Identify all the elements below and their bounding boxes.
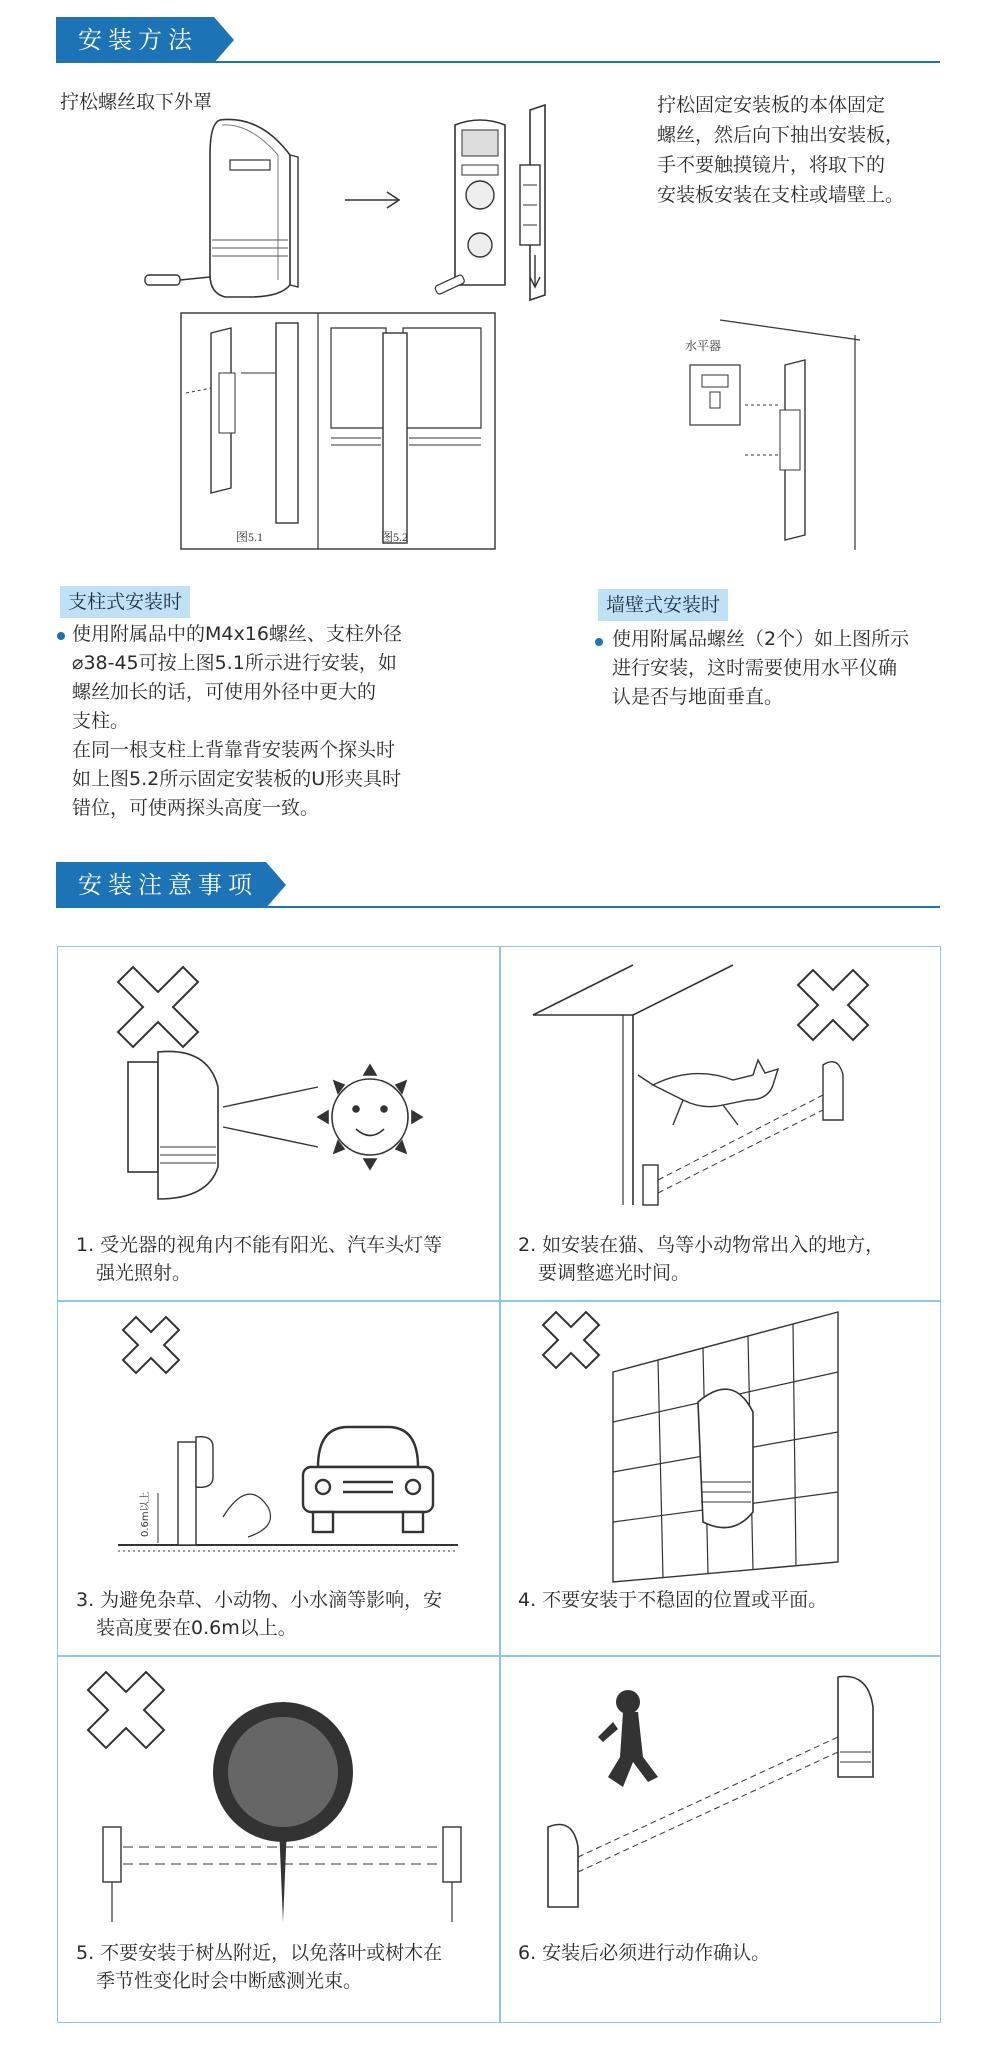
grid-divider	[58, 1300, 940, 1302]
step2-text: 拧松固定安装板的本体固定 螺丝，然后向下抽出安装板， 手不要触摸镜片，将取下的 安装板安装在支柱或墙壁上。	[657, 94, 905, 206]
wall-mount-figure	[680, 320, 860, 550]
pole-mount-figure	[181, 313, 495, 549]
cross-icon	[88, 1672, 164, 1748]
weeds-height-warning-illustration	[118, 1317, 478, 1577]
bullet-icon	[57, 632, 65, 640]
cross-icon	[118, 967, 198, 1047]
note-1-text: 1. 受光器的视角内不能有阳光、汽车头灯等 强光照射。	[76, 1234, 443, 1284]
arrow-right-icon	[345, 190, 405, 210]
height-label: 0.6m以上	[140, 1491, 151, 1537]
grid-divider	[58, 1655, 940, 1657]
detector-cover-illustration	[140, 115, 320, 300]
tree-warning-illustration	[83, 1672, 483, 1922]
section-divider	[56, 906, 940, 908]
sunlight-warning-illustration	[98, 967, 458, 1217]
step1-caption: 拧松螺丝取下外罩	[60, 91, 213, 113]
note-6-text: 6. 安装后必须进行动作确认。	[518, 1942, 771, 1964]
runner-icon	[598, 1690, 658, 1787]
grid-divider	[499, 947, 501, 2022]
pole-mount-tag: 支柱式安装时	[60, 586, 190, 618]
wall-mount-text: 使用附属品螺丝（2个）如上图所示 进行安装，这时需要使用水平仪确 认是否与地面垂直。	[612, 628, 910, 708]
level-label: 水平器	[685, 339, 722, 353]
sun-icon	[318, 1065, 422, 1169]
car-icon	[303, 1427, 433, 1532]
fig-label-5-1: 图5.1	[236, 530, 264, 544]
section-title: 安装方法	[56, 17, 214, 63]
cross-icon	[123, 1317, 179, 1373]
detector-open-illustration	[420, 105, 590, 305]
unstable-surface-warning-illustration	[538, 1312, 918, 1582]
cross-icon	[798, 970, 868, 1040]
wall-mount-tag: 墙壁式安装时	[598, 589, 728, 621]
small-animal-warning-illustration	[533, 965, 913, 1225]
section-title: 安装注意事项	[56, 862, 266, 908]
fig-label-5-2: 图5.2	[381, 530, 409, 544]
note-2-text: 2. 如安装在猫、鸟等小动物常出入的地方， 要调整遮光时间。	[518, 1234, 885, 1284]
notes-grid	[57, 946, 941, 2023]
section-divider	[56, 61, 940, 63]
bullet-icon	[595, 638, 603, 646]
cross-icon	[543, 1312, 599, 1368]
note-4-text: 4. 不要安装于不稳固的位置或平面。	[518, 1589, 828, 1611]
tree-icon	[213, 1702, 353, 1922]
operation-check-illustration	[538, 1667, 918, 1917]
note-3-text: 3. 为避免杂草、小动物、小水滴等影响，安 装高度要在0.6m以上。	[76, 1589, 443, 1639]
pole-mount-text: 使用附属品中的M4x16螺丝、支柱外径 ⌀38-45可按上图5.1所示进行安装，如 螺丝加长的话，可使用外径中更大的 支柱。 在同一根支柱上背靠背安装两个探头时 如上图5.2所示固定安装板的U形夹具时 错位，可使两探头高度一致。	[72, 623, 402, 819]
note-5-text: 5. 不要安装于树丛附近，以免落叶或树木在 季节性变化时会中断感测光束。	[76, 1942, 443, 1992]
cat-icon	[638, 1060, 778, 1125]
